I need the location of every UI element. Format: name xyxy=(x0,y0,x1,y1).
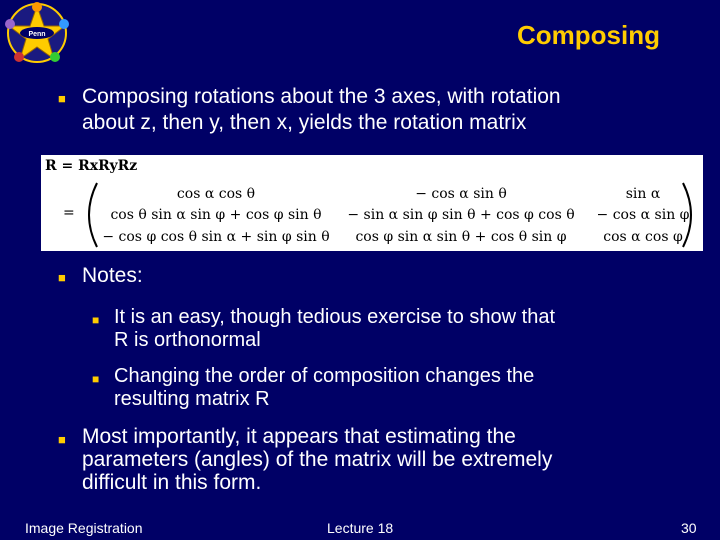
penn-star-logo xyxy=(2,2,72,64)
left-paren-icon xyxy=(77,181,105,249)
matrix-cell-r1-c2: − cos α sin θ xyxy=(415,186,507,202)
bullet-3-line-3: difficult in this form. xyxy=(82,471,262,494)
footer-left: Image Registration xyxy=(25,520,143,536)
matrix-cell-r3-c2: cos φ sin α sin θ + cos θ sin φ xyxy=(355,229,567,245)
sub-bullet-marker-icon: ■ xyxy=(92,313,100,327)
bullet-marker-icon: ■ xyxy=(58,432,66,447)
matrix-cell-r2-c1: cos θ sin α sin φ + cos φ sin θ xyxy=(110,207,322,223)
bullet-1 xyxy=(82,84,561,136)
footer-center: Lecture 18 xyxy=(327,520,394,536)
slide-title: Composing xyxy=(517,20,660,50)
matrix-cell-r3-c1: − cos φ cos θ sin α + sin φ sin θ xyxy=(102,229,330,245)
equation-lhs: R = RxRyRz xyxy=(45,158,138,174)
sub-bullet-a-line-1: It is an easy, though tedious exercise to show that xyxy=(114,306,555,328)
bullet-3-line-2: parameters (angles) of the matrix will be extremely xyxy=(82,448,553,471)
bullet-1-line-1: Composing rotations about the 3 axes, with rotation xyxy=(82,85,561,108)
rotation-matrix-equation xyxy=(41,155,703,251)
sub-bullet-b xyxy=(114,365,534,411)
equation-equals: = xyxy=(63,205,75,221)
bullet-marker-icon: ■ xyxy=(58,91,66,106)
bullet-1-line-2: about z, then y, then x, yields the rotation matrix xyxy=(82,111,527,134)
matrix-cell-r3-c3: cos α cos φ xyxy=(603,229,683,245)
sub-bullet-b-line-2: resulting matrix R xyxy=(114,388,270,410)
bullet-marker-icon: ■ xyxy=(58,270,66,285)
matrix-cell-r2-c2: − sin α sin φ sin θ + cos φ cos θ xyxy=(347,207,575,223)
sub-bullet-a xyxy=(114,306,555,352)
matrix-cell-r2-c3: − cos α sin φ xyxy=(596,207,690,223)
matrix-cell-r1-c1: cos α cos θ xyxy=(176,186,256,202)
sub-bullet-b-line-1: Changing the order of composition changes the xyxy=(114,365,535,387)
sub-bullet-a-line-2: R is orthonormal xyxy=(114,329,261,351)
page-number: 30 xyxy=(681,520,697,536)
matrix-cell-r1-c3: sin α xyxy=(625,186,661,202)
logo-text: Penn xyxy=(28,31,46,38)
bullet-3-line-1: Most importantly, it appears that estimating the xyxy=(82,425,516,448)
sub-bullet-marker-icon: ■ xyxy=(92,372,100,386)
bullet-3 xyxy=(82,425,552,494)
bullet-2: Notes: xyxy=(82,264,143,287)
